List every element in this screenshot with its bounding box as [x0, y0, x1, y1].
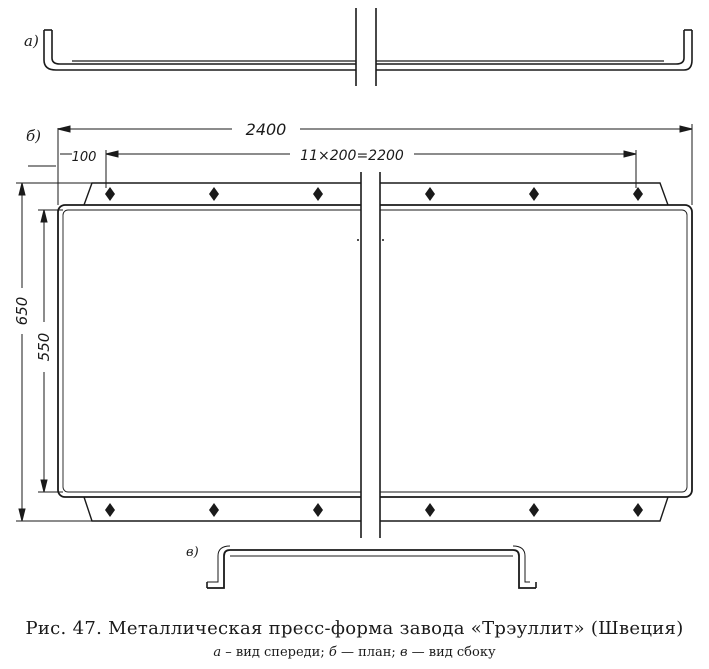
plan-view: [16, 124, 692, 540]
side-view: [207, 546, 536, 588]
subcaption-text-c: — вид сбоку: [407, 645, 496, 660]
subcaption-letter-b: б: [328, 645, 337, 660]
side-view-label: в): [186, 545, 199, 560]
dim-spacing-text: 11×200=2200: [300, 148, 404, 164]
subcaption-letter-a: а: [213, 645, 222, 660]
subcaption-text-b: — план;: [336, 645, 400, 660]
subcaption-text-a: – вид спереди;: [221, 645, 329, 660]
figure-subcaption: [0, 645, 709, 660]
front-view: [44, 8, 692, 88]
dim-2400-text: 2400: [245, 120, 287, 139]
dim-550-text: 550: [35, 332, 53, 362]
plan-view-label: б): [26, 127, 42, 145]
front-view-label: а): [24, 32, 39, 50]
dim-100-text: 100: [71, 150, 97, 165]
dim-line-650: [16, 183, 92, 521]
figure-caption: Рис. 47. Металлическая пресс-форма завода «Трэуллит» (Швеция): [25, 618, 684, 639]
subcaption-letter-c: в: [399, 645, 408, 660]
dim-650-text: 650: [13, 296, 31, 326]
